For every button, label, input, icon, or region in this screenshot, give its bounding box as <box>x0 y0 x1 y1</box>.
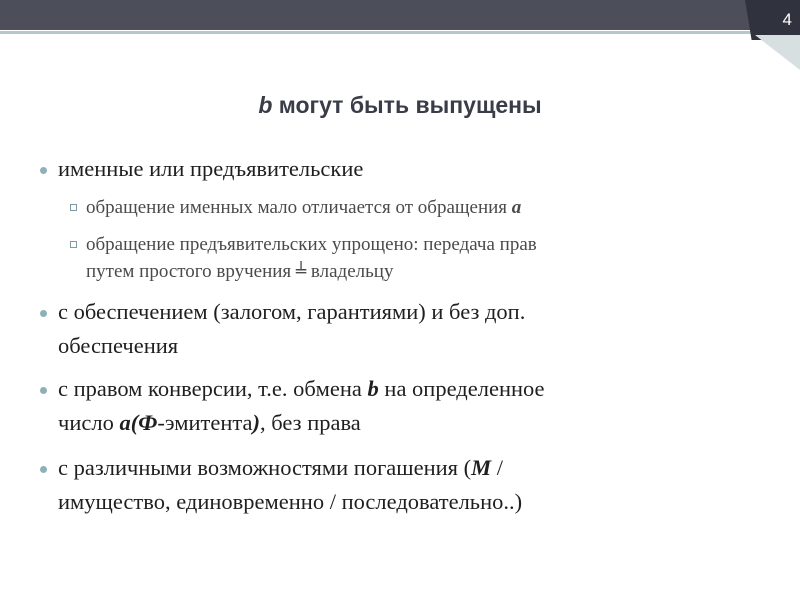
sub-bullet-square-icon <box>70 204 77 211</box>
bullet-line-1-end: / <box>491 455 504 480</box>
bullet-dot-icon <box>40 387 47 394</box>
bullet-item-registered-bearer <box>40 152 760 186</box>
sub-bullet-line-2: путем простого вручения <box>86 261 296 282</box>
sub-bullet-text <box>86 231 730 286</box>
slide-header-bar <box>0 0 800 30</box>
sub-bullet-text-main: обращение именных мало отличается от обращения <box>86 197 512 218</box>
bullet-line-2: обеспечения <box>58 333 179 358</box>
bullet-text <box>58 372 760 440</box>
symbol-a-phi: a(Ф <box>119 410 158 435</box>
bullet-line-1: с обеспечением (залогом, гарантиями) и без доп. <box>58 299 526 324</box>
sub-bullet-line-1: обращение предъявительских упрощено: передача прав <box>86 234 537 255</box>
transfer-symbol-icon: ╧ <box>295 262 307 282</box>
sub-bullet-item-bearer-circulation <box>70 231 730 286</box>
bullet-text <box>58 451 760 519</box>
bullet-text: именные или предъявительские <box>58 156 364 181</box>
corner-decoration-light <box>755 35 800 70</box>
bullet-line-2: число <box>58 410 120 435</box>
bullet-line-2-end: , без права <box>260 410 361 435</box>
bullet-line-2-mid: -эмитента <box>157 410 253 435</box>
sub-bullet-square-icon <box>70 241 77 248</box>
title-symbol-b: b <box>258 92 273 118</box>
bullet-text <box>58 295 760 363</box>
header-accent-line <box>0 31 800 34</box>
bullet-line-1-end: на определенное <box>378 376 545 401</box>
bullet-line-2: имущество, единовременно / последовательно..) <box>58 489 523 514</box>
bullet-line-1: с различными возможностями погашения ( <box>58 455 472 480</box>
bullet-dot-icon <box>40 167 47 174</box>
bullet-dot-icon <box>40 466 47 473</box>
bullet-item-redemption <box>40 451 760 519</box>
sub-bullet-line-2-end: владельцу <box>306 261 394 282</box>
bullet-line-1: с правом конверсии, т.е. обмена <box>58 376 368 401</box>
title-text: могут быть выпущены <box>272 92 542 118</box>
symbol-a: a <box>511 197 522 218</box>
bullet-dot-icon <box>40 310 47 317</box>
symbol-money: M <box>471 455 492 480</box>
sub-bullet-text <box>86 194 730 221</box>
bullet-item-conversion <box>40 372 760 440</box>
symbol-paren: ) <box>252 410 261 435</box>
sub-bullet-item-registered-circulation <box>70 194 730 221</box>
symbol-b: b <box>367 376 379 401</box>
slide-title <box>0 92 800 119</box>
slide-page-number: 4 <box>782 10 792 29</box>
bullet-item-collateral <box>40 295 760 363</box>
